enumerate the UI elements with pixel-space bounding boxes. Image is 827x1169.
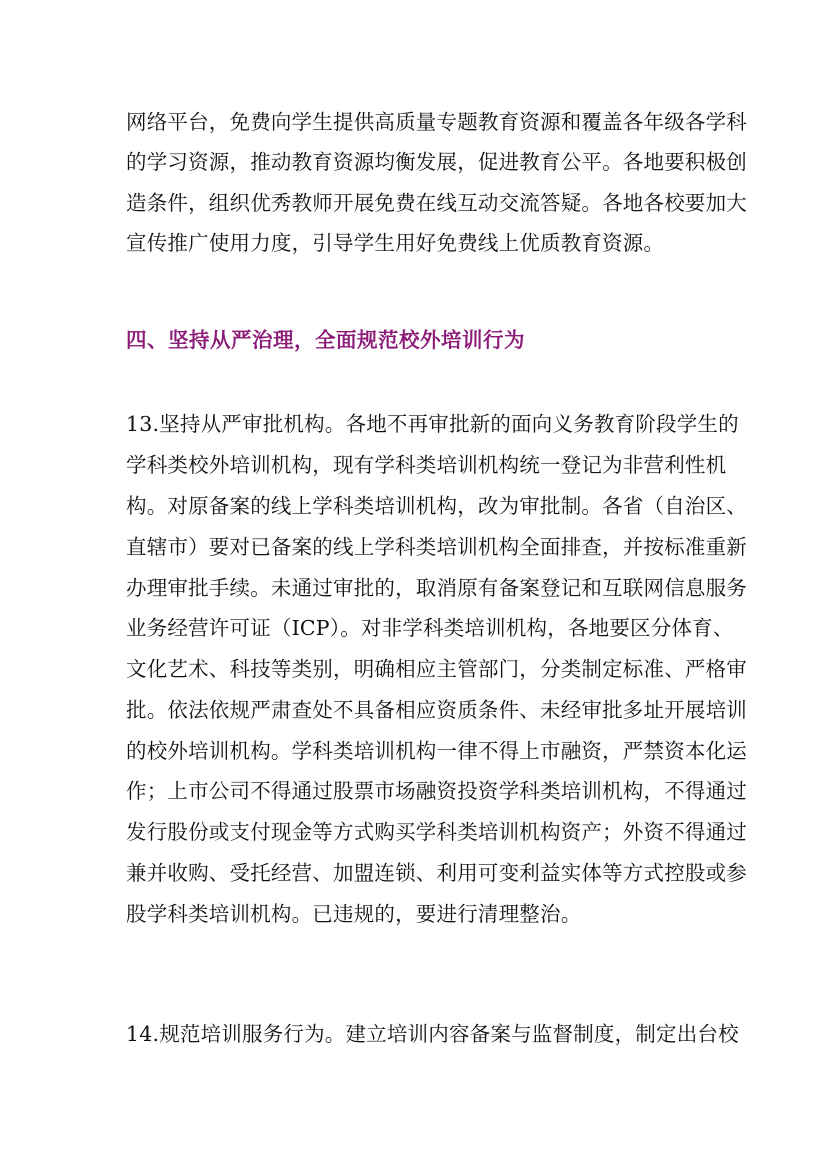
- paragraph-line: 造条件，组织优秀教师开展免费在线互动交流答疑。各地各校要加大: [126, 191, 747, 215]
- paragraph-line: 学科类校外培训机构，现有学科类培训机构统一登记为非营利性机: [126, 453, 727, 477]
- paragraph-line: 办理审批手续。未通过审批的，取消原有备案登记和互联网信息服务: [126, 576, 747, 600]
- paragraph-line: 的学习资源，推动教育资源均衡发展，促进教育公平。各地要积极创: [126, 150, 747, 174]
- paragraph-line: 的校外培训机构。学科类培训机构一律不得上市融资，严禁资本化运: [126, 739, 747, 763]
- paragraph-line: 构。对原备案的线上学科类培训机构，改为审批制。各省（自治区、: [126, 494, 747, 518]
- paragraph-line: 宣传推广使用力度，引导学生用好免费线上优质教育资源。: [126, 231, 665, 255]
- section-heading: 四、坚持从严治理，全面规范校外培训行为: [126, 328, 525, 352]
- paragraph-line: 业务经营许可证（ICP）。对非学科类培训机构，各地要区分体育、: [126, 616, 734, 640]
- paragraph-line: 批。依法依规严肃查处不具备相应资质条件、未经审批多址开展培训: [126, 698, 747, 722]
- paragraph-line: 13.坚持从严审批机构。各地不再审批新的面向义务教育阶段学生的: [126, 412, 739, 436]
- paragraph-line: 作；上市公司不得通过股票市场融资投资学科类培训机构，不得通过: [126, 779, 747, 803]
- paragraph-line: 股学科类培训机构。已违规的，要进行清理整治。: [126, 902, 582, 926]
- paragraph-line: 14.规范培训服务行为。建立培训内容备案与监督制度，制定出台校: [126, 1022, 739, 1046]
- paragraph-line: 网络平台，免费向学生提供高质量专题教育资源和覆盖各年级各学科: [126, 110, 747, 134]
- paragraph-line: 兼并收购、受托经营、加盟连锁、利用可变利益实体等方式控股或参: [126, 861, 747, 885]
- paragraph-line: 直辖市）要对已备案的线上学科类培训机构全面排查，并按标准重新: [126, 535, 747, 559]
- paragraph-line: 发行股份或支付现金等方式购买学科类培训机构资产；外资不得通过: [126, 820, 747, 844]
- paragraph-line: 文化艺术、科技等类别，明确相应主管部门，分类制定标准、严格审: [126, 657, 747, 681]
